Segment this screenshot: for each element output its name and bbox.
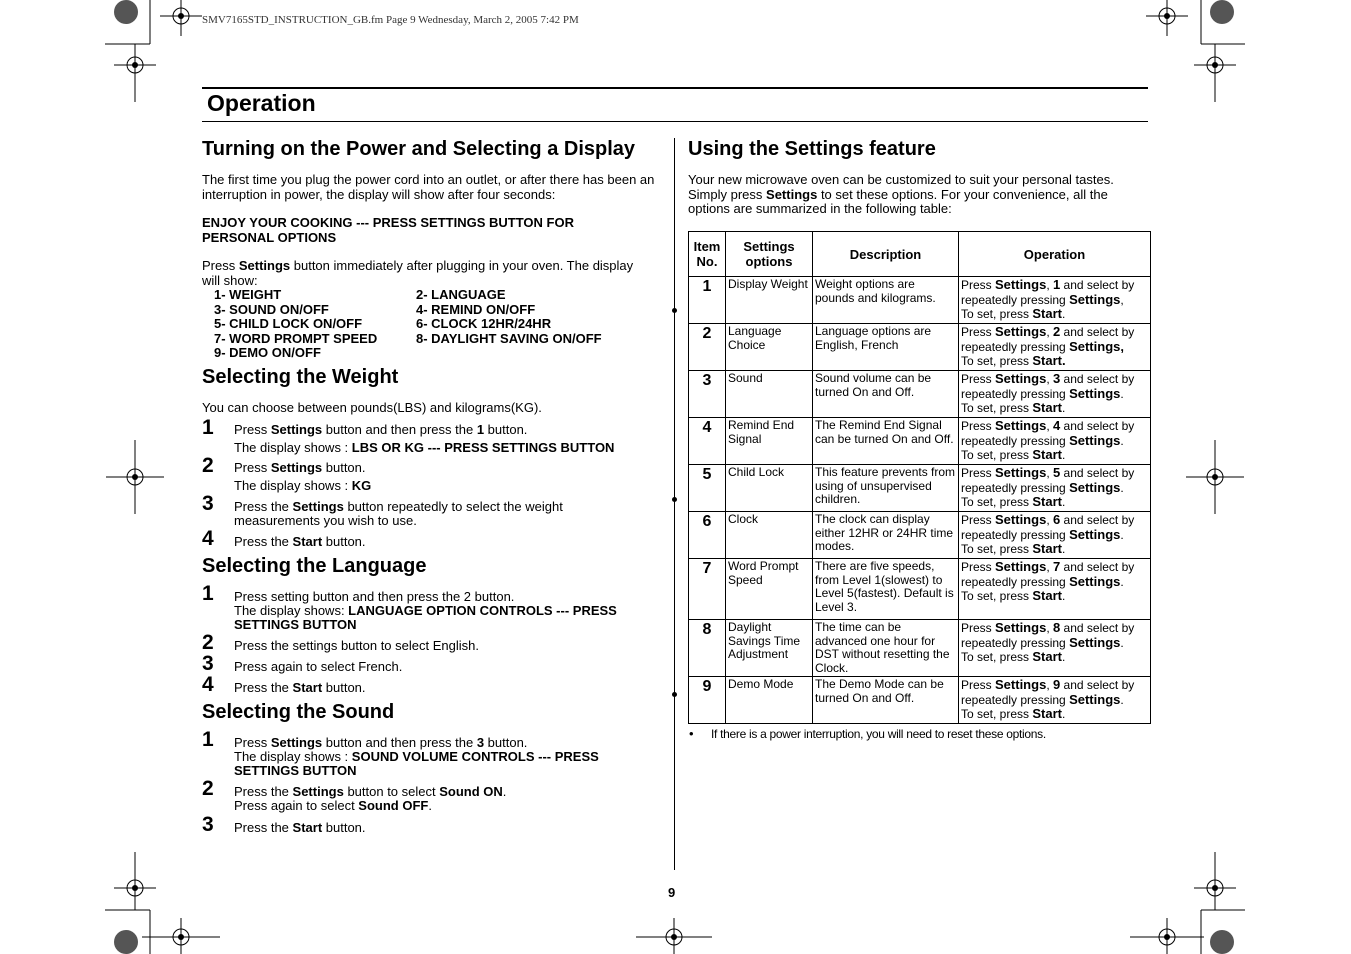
- weight-step-2: Press Settings button. The display shows : KG: [234, 460, 372, 493]
- option-item: 2- LANGUAGE: [416, 287, 506, 302]
- table-row: [689, 677, 1151, 724]
- page-number: 9: [668, 885, 676, 900]
- option-item: 8- DAYLIGHT SAVING ON/OFF: [416, 330, 602, 346]
- row-description: Language options are English, French: [813, 324, 959, 371]
- row-operation: Press Settings, 4 and select by repeatedly pressing Settings. To set, press Start.: [959, 418, 1151, 465]
- table-row: [689, 512, 1151, 559]
- press-settings-text: Press Settings button immediately after plugging in your oven. The display will show:: [202, 258, 634, 288]
- step-number: 3: [202, 492, 214, 515]
- settings-table: [688, 231, 1151, 724]
- weight-step-1: Press Settings button and then press the 1 button. The display shows : LBS OR KG --- PRESS SETTINGS BUTTON: [234, 422, 615, 455]
- table-row: [689, 324, 1151, 371]
- step-number: 3: [202, 813, 214, 836]
- table-row: [689, 465, 1151, 512]
- row-item-no: 3: [689, 371, 726, 418]
- option-item: 3- SOUND ON/OFF: [214, 301, 329, 317]
- row-operation: Press Settings, 5 and select by repeatedly pressing Settings. To set, press Start.: [959, 465, 1151, 512]
- table-row: [689, 371, 1151, 418]
- row-setting: Daylight Savings Time Adjustment: [726, 620, 813, 677]
- row-operation: Press Settings, 7 and select by repeatedly pressing Settings. To set, press Start.: [959, 559, 1151, 620]
- display-message: [202, 216, 574, 245]
- sound-step-3: Press the Start button.: [234, 820, 366, 835]
- row-operation: Press Settings, 1 and select by repeatedly pressing Settings, To set, press Start.: [959, 277, 1151, 324]
- row-item-no: 8: [689, 620, 726, 677]
- row-description: The Demo Mode can be turned On and Off.: [813, 677, 959, 724]
- step-number: 2: [202, 777, 214, 800]
- top-rule: [202, 87, 1148, 89]
- row-item-no: 7: [689, 559, 726, 620]
- sound-heading: Selecting the Sound: [202, 701, 395, 723]
- power-heading: Turning on the Power and Selecting a Display: [202, 138, 636, 160]
- row-setting: Display Weight: [726, 277, 813, 324]
- language-step-3: Press again to select French.: [234, 659, 403, 674]
- row-setting: Child Lock: [726, 465, 813, 512]
- row-operation: Press Settings, 2 and select by repeatedly pressing Settings, To set, press Start.: [959, 324, 1151, 371]
- sound-step-1: Press Settings button and then press the 3 button. The display shows : SOUND VOLUME CONTROLS --- PRESS SETTINGS BUTTON: [234, 735, 599, 778]
- option-item: 6- CLOCK 12HR/24HR: [416, 316, 552, 331]
- step-number: 1: [202, 582, 214, 605]
- step-number: 2: [202, 631, 214, 654]
- margin-dot: [672, 497, 677, 502]
- weight-heading: Selecting the Weight: [202, 366, 399, 388]
- row-setting: Language Choice: [726, 324, 813, 371]
- step-number: 4: [202, 673, 214, 696]
- row-operation: Press Settings, 8 and select by repeatedly pressing Settings. To set, press Start.: [959, 620, 1151, 677]
- row-item-no: 4: [689, 418, 726, 465]
- power-intro: The first time you plug the power cord into an outlet, or after there has been an interruption in power, the display will show after four seconds:: [202, 172, 655, 202]
- language-heading: Selecting the Language: [202, 555, 427, 577]
- settings-intro: Your new microwave oven can be customized to suit your personal tastes. Simply press Settings to set these options. For your convenience, all the options are summarized in the following table:: [688, 172, 1114, 216]
- option-item: 9- DEMO ON/OFF: [214, 345, 321, 360]
- title-rule: [202, 121, 1148, 122]
- sound-step-2: Press the Settings button to select Sound ON. Press again to select Sound OFF.: [234, 784, 507, 813]
- header-operation: Operation: [959, 232, 1151, 277]
- header-item-no: Item No.: [689, 232, 726, 277]
- language-step-4: Press the Start button.: [234, 680, 366, 695]
- row-setting: Remind End Signal: [726, 418, 813, 465]
- file-header: SMV7165STD_INSTRUCTION_GB.fm Page 9 Wednesday, March 2, 2005 7:42 PM: [202, 14, 579, 26]
- margin-dot: [672, 308, 677, 313]
- weight-step-3: Press the Settings button repeatedly to select the weight measurements you wish to use.: [234, 499, 563, 528]
- row-item-no: 5: [689, 465, 726, 512]
- row-description: Weight options are pounds and kilograms.: [813, 277, 959, 324]
- row-setting: Word Prompt Speed: [726, 559, 813, 620]
- row-description: There are five speeds, from Level 1(slowest) to Level 5(fastest). Default is Level 3.: [813, 559, 959, 620]
- display-message-line: PERSONAL OPTIONS: [202, 229, 337, 245]
- settings-heading: Using the Settings feature: [688, 138, 936, 160]
- step-number: 1: [202, 728, 214, 751]
- row-item-no: 9: [689, 677, 726, 724]
- row-description: The Remind End Signal can be turned On and Off.: [813, 418, 959, 465]
- row-item-no: 2: [689, 324, 726, 371]
- weight-step-4: Press the Start button.: [234, 534, 366, 549]
- option-item: 4- REMIND ON/OFF: [416, 301, 536, 317]
- page-title: Operation: [207, 90, 316, 116]
- row-operation: Press Settings, 6 and select by repeatedly pressing Settings. To set, press Start.: [959, 512, 1151, 559]
- row-operation: Press Settings, 3 and select by repeatedly pressing Settings. To set, press Start.: [959, 371, 1151, 418]
- language-step-2: Press the settings button to select English.: [234, 638, 479, 653]
- step-number: 2: [202, 454, 214, 477]
- display-message-line: ENJOY YOUR COOKING --- PRESS SETTINGS BUTTON FOR: [202, 215, 574, 230]
- table-row: [689, 559, 1151, 620]
- weight-intro: You can choose between pounds(LBS) and kilograms(KG).: [202, 400, 542, 415]
- option-item: 7- WORD PROMPT SPEED: [214, 330, 378, 346]
- option-item: 5- CHILD LOCK ON/OFF: [214, 316, 363, 331]
- language-step-1: Press setting button and then press the 2 button. The display shows: LANGUAGE OPTION CONTROLS --- PRESS SETTINGS BUTTON: [234, 589, 617, 632]
- row-description: The clock can display either 12HR or 24HR time modes.: [813, 512, 959, 559]
- options-list: [214, 288, 664, 361]
- row-description: The time can be advanced one hour for DST without resetting the Clock.: [813, 620, 959, 677]
- row-setting: Demo Mode: [726, 677, 813, 724]
- option-item: 1- WEIGHT: [214, 287, 282, 302]
- table-row: [689, 620, 1151, 677]
- header-settings-options: Settings options: [726, 232, 813, 277]
- row-description: This feature prevents from using of unsupervised children.: [813, 465, 959, 512]
- table-header-row: [689, 232, 1151, 277]
- row-setting: Clock: [726, 512, 813, 559]
- step-number: 1: [202, 416, 214, 439]
- step-number: 4: [202, 527, 214, 550]
- row-item-no: 1: [689, 277, 726, 324]
- row-description: Sound volume can be turned On and Off.: [813, 371, 959, 418]
- table-row: [689, 418, 1151, 465]
- step-number: 3: [202, 652, 214, 675]
- column-divider: [674, 138, 675, 870]
- row-setting: Sound: [726, 371, 813, 418]
- note-bullet: •: [689, 726, 694, 741]
- margin-dot: [672, 692, 677, 697]
- header-description: Description: [813, 232, 959, 277]
- row-operation: Press Settings, 9 and select by repeatedly pressing Settings. To set, press Start.: [959, 677, 1151, 724]
- power-interruption-note: If there is a power interruption, you will need to reset these options.: [711, 727, 1046, 741]
- table-row: [689, 277, 1151, 324]
- row-item-no: 6: [689, 512, 726, 559]
